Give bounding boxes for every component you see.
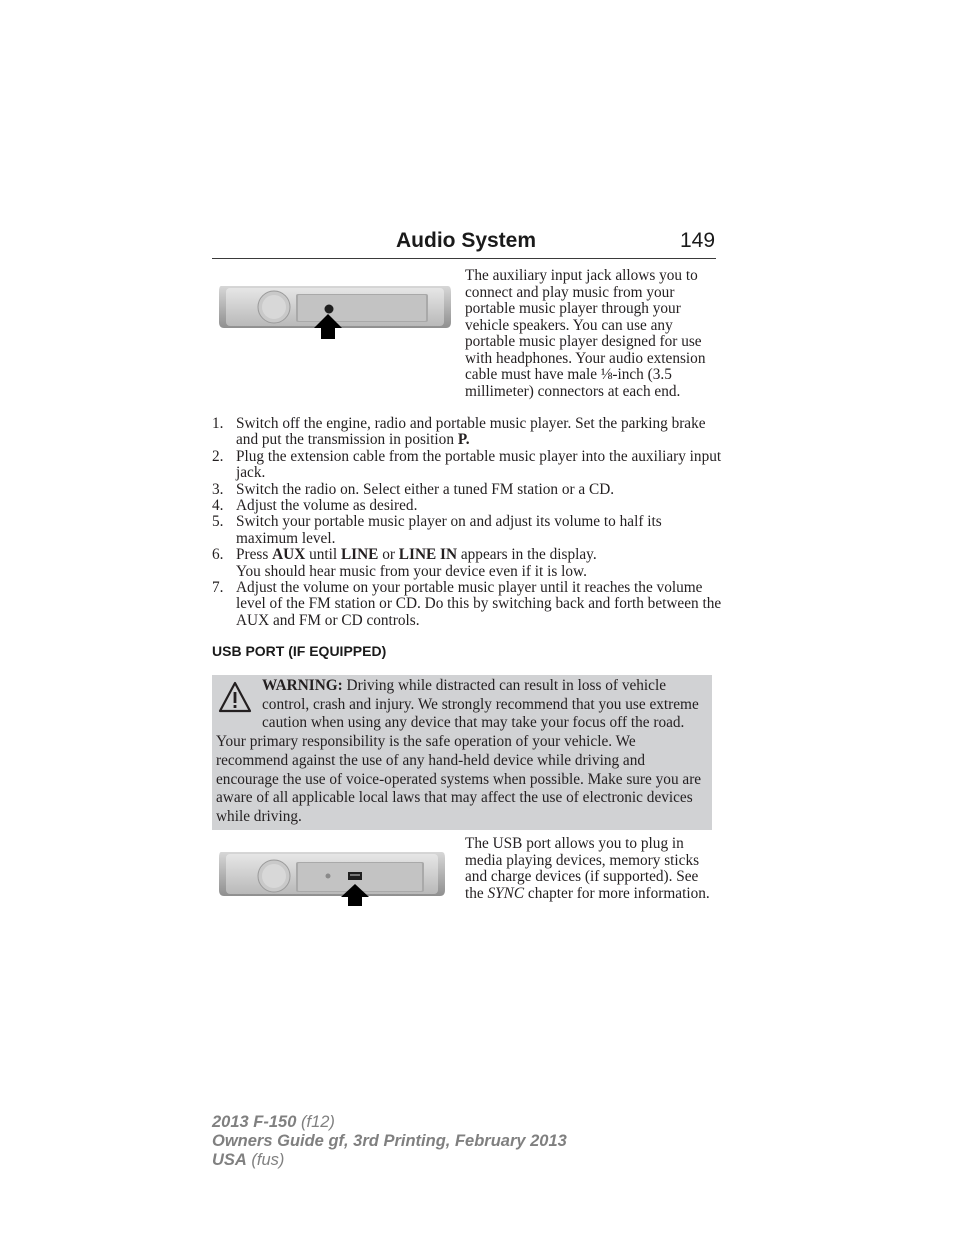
footer-line: 2013 F-150 (f12) xyxy=(212,1113,335,1131)
list-item: 2. Plug the extension cable from the portable music player into the auxiliary input jack. xyxy=(212,447,722,482)
usb-port-illustration xyxy=(218,850,446,908)
warning-label: WARNING: xyxy=(262,677,343,694)
warning-box xyxy=(212,675,712,830)
list-item: 1. Switch off the engine, radio and portable music player. Set the parking brake and put the transmission in position P. xyxy=(212,415,706,449)
usb-description: The USB port allows you to plug in media playing devices, memory sticks and charge devices (if supported). See the SYNC chapter for more information. xyxy=(465,835,710,902)
list-item: 6. Press AUX until LINE or LINE IN appears in the display. You should hear music from your device even if it is low. xyxy=(212,546,597,580)
list-item: 3. Switch the radio on. Select either a tuned FM station or a CD. xyxy=(212,480,615,498)
usb-section-heading: USB PORT (IF EQUIPPED) xyxy=(212,643,387,659)
list-item: 4. Adjust the volume as desired. xyxy=(212,497,418,515)
aux-description: The auxiliary input jack allows you to connect and play music from your portable music player through your vehicle speakers. You can use any portable music player designed for use with headphones. Your audio extension cable must have male ⅛-inch (3.5 millimeter) connectors at each end. xyxy=(465,267,706,400)
page-number: 149 xyxy=(680,229,716,252)
list-item: 5. Switch your portable music player on and adjust its volume to half its maximum level. xyxy=(212,513,662,547)
warning-text: Driving while distracted can result in loss of vehicle control, crash and injury. We strongly recommend that you use extreme caution when using any device that may take your focus off the road. Your primary responsibility is the safe operation of your vehicle. We recommend against the use of any hand-held device while driving and encourage the use of voice-operated systems when possible. Make sure you are aware of all applicable local laws that may affect the use of electronic devices while driving. xyxy=(216,677,702,825)
warning-triangle-icon xyxy=(218,680,252,716)
list-item: 7. Adjust the volume on your portable music player until it reaches the volume level of the FM station or CD. Do this by switching back and forth between the AUX and FM or CD controls. xyxy=(212,579,722,629)
footer-line: Owners Guide gf, 3rd Printing, February 2013 xyxy=(212,1132,567,1150)
aux-steps-list xyxy=(212,416,722,629)
footer-line: USA (fus) xyxy=(212,1151,285,1169)
aux-jack-illustration xyxy=(218,282,452,340)
header-divider xyxy=(212,258,716,259)
page-title: Audio System xyxy=(396,229,537,252)
page-footer xyxy=(212,1113,567,1170)
